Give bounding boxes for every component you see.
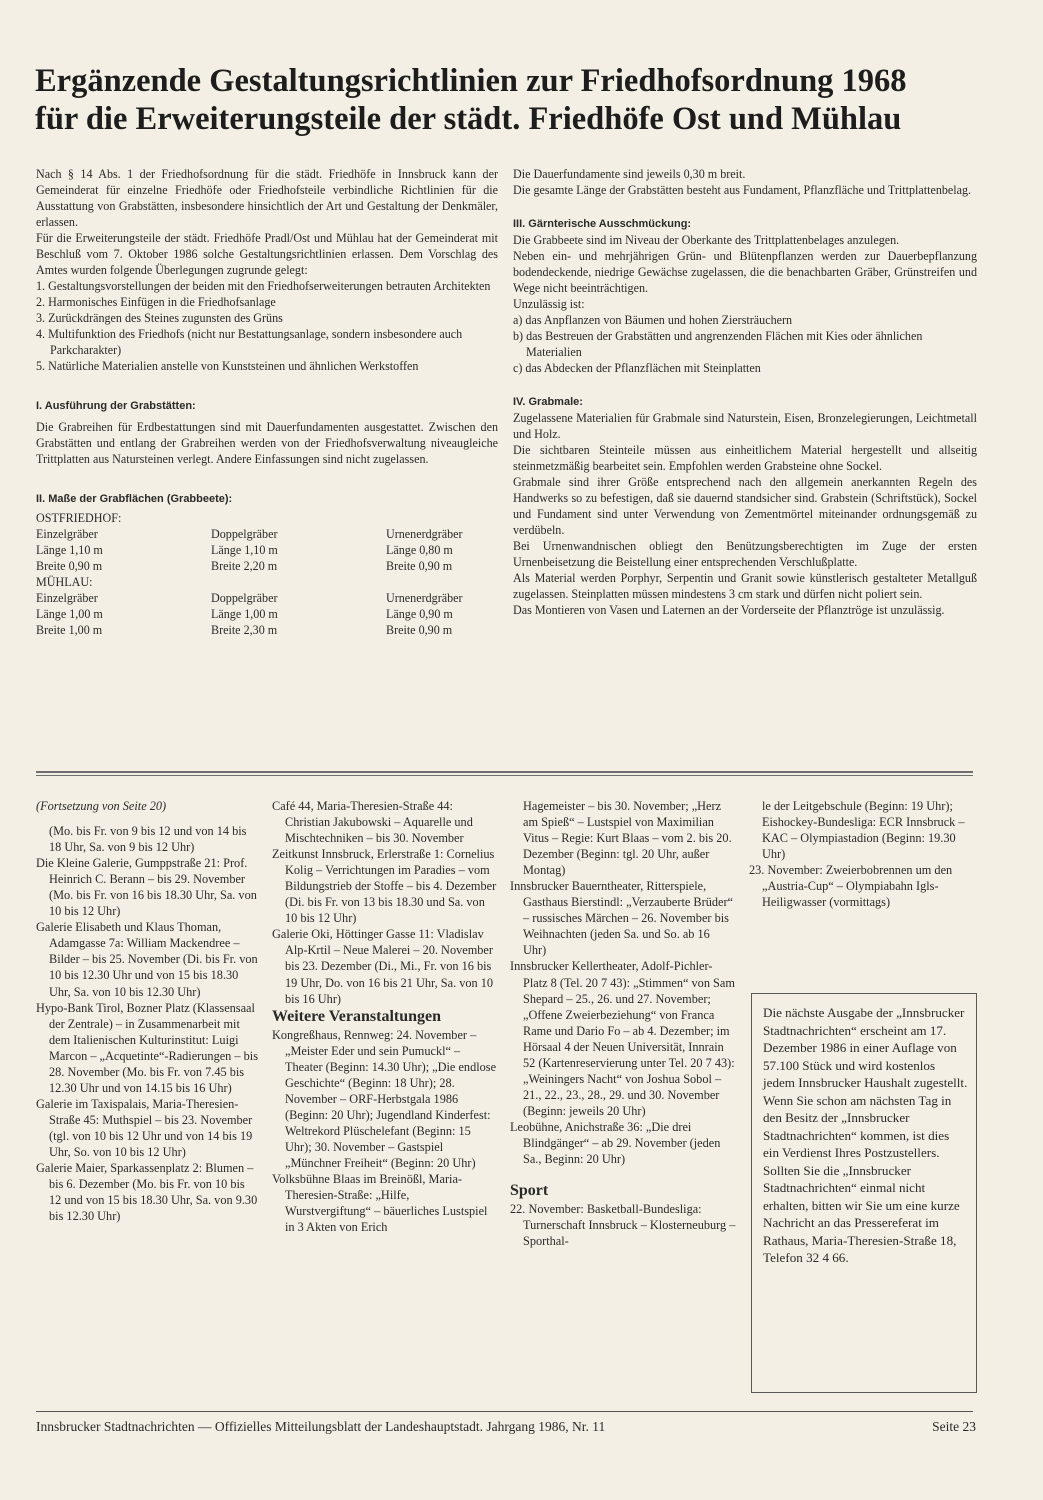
table-row [36, 526, 498, 542]
table-row [36, 606, 498, 622]
intro-paragraph: Nach § 14 Abs. 1 der Friedhofsordnung für die städt. Friedhöfe in Innsbruck kann der Gemeinderat für einzelne Friedhöfe oder Friedhofsteile verbindliche Richtlinien für die Ausstattung von Grabstätten, insbesondere hinsichtlich der Art und Gestaltung der Denkmäler, erlassen. [36, 167, 498, 229]
events-column-2 [272, 798, 498, 1235]
table-cell: Länge 0,90 m [386, 607, 453, 621]
event-entry: Die Kleine Galerie, Gumppstraße 21: Prof. Heinrich C. Berann – bis 29. November (Mo. bis Fr. von 16 bis 18.30 Uhr, Sa. von 10 bis 12 Uhr) [36, 856, 257, 919]
table-cell: Breite 0,90 m [36, 559, 103, 573]
event-entry: 23. November: Zweierbobrennen um den „Austria-Cup“ – Olympiabahn Igls-Heiligwasser (vormittags) [749, 863, 953, 910]
next-issue-notice [751, 993, 977, 1393]
section-heading-1: I. Ausführung der Grabstätten: [36, 400, 196, 412]
table-cell: Breite 2,20 m [211, 559, 278, 573]
table-cell: Breite 0,90 m [386, 559, 453, 573]
publication-line: Innsbrucker Stadtnachrichten — Offizielles Mitteilungsblatt der Landeshauptstadt. Jahrgang 1986, Nr. 11 [36, 1419, 606, 1434]
paragraph: Zugelassene Materialien für Grabmale sind Naturstein, Eisen, Bronzelegierungen, Leichtmetall und Holz. [513, 411, 977, 441]
prohibited-list [513, 312, 977, 376]
table-cell: Urnenerdgräber [386, 591, 463, 605]
list-item: 5. Natürliche Materialien anstelle von Kunststeinen und ähnlichen Werkstoffen [36, 359, 419, 373]
title-line-1: Ergänzende Gestaltungsrichtlinien zur Friedhofsordnung 1968 [35, 63, 907, 99]
table-cell: Breite 2,30 m [211, 623, 278, 637]
considerations-list [36, 278, 498, 374]
list-item: 1. Gestaltungsvorstellungen der beiden mit den Friedhofserweiterungen betrauten Architekten [36, 279, 491, 293]
event-entry: Galerie Elisabeth und Klaus Thoman, Adamgasse 7a: William Mackendree – Bilder – bis 25. November (Di. bis Fr. von 10 bis 12.30 Uhr und von 15 bis 18.30 Uhr, Sa. von 10 bis 12.30 Uhr) [36, 920, 258, 999]
events-column-4 [749, 798, 976, 910]
list-item: 4. Multifunktion des Friedhofs (nicht nur Bestattungsanlage, sondern insbesondere auch Parkcharakter) [36, 327, 463, 357]
footer-rule [36, 1411, 973, 1412]
paragraph: Grabmale sind ihrer Größe entsprechend nach den allgemein anerkannten Regeln des Handwerks so zu befestigen, daß sie dauernd standsicher sind. Grabstein (Schriftstück), Sockel und Fundament sind unter Verwendung von Zementmörtel miteinander ordnungsgemäß zu verdübeln. [513, 475, 977, 537]
event-entry: le der Leitgebschule (Beginn: 19 Uhr); Eishockey-Bundesliga: ECR Innsbruck – KAC – Olympiastadion (Beginn: 19.30 Uhr) [762, 799, 965, 862]
table-cell: Einzelgräber [36, 527, 98, 541]
continued-note: (Fortsetzung von Seite 20) [36, 799, 167, 813]
section-1-text: Die Grabreihen für Erdbestattungen sind mit Dauerfundamenten ausgestattet. Zwischen den Grabstätten und entlang der Grabreihen werden von der Friedhofsverwaltung niveaugleiche Trittplatten aus Natursteinen verlegt. Andere Einfassungen sind nicht zugelassen. [36, 420, 498, 466]
table-cell: Urnenerdgräber [386, 527, 463, 541]
table-row [36, 622, 498, 638]
event-entry: Galerie Maier, Sparkassenplatz 2: Blumen – bis 6. Dezember (Mo. bis Fr. von 10 bis 12 und von 15 bis 18.30 Uhr, Sa. von 9.30 bis 12.30 Uhr) [36, 1161, 258, 1224]
page-number: Seite 23 [932, 1419, 976, 1434]
section-heading-sport: Sport [510, 1182, 549, 1200]
paragraph: Bei Urnenwandnischen obliegt den Benützungsberechtigten im Zuge der ersten Urnenbeisetzung die Beistellung einer entsprechenden Verschlußplatte. [513, 539, 977, 569]
event-entry: Innsbrucker Kellertheater, Adolf-Pichler-Platz 8 (Tel. 20 7 43): „Stimmen“ von Sam Shepard – 25., 26. und 27. November; „Offene Zweierbeziehung“ von Franca Rame und Dario Fo – ab 4. Dezember; im Hörsaal 4 der Neuen Universität, Innrain 52 (Kartenreservierung unter Tel. 20 7 43): „Weiningers Nacht“ von Joshua Sobol – 21., 22., 23., 28., 29. und 30. November (Beginn: jeweils 20 Uhr) [510, 959, 735, 1118]
section-heading-3: III. Gärnterische Ausschmückung: [513, 218, 692, 230]
paragraph: Die Grabbeete sind im Niveau der Oberkante des Trittplattenbelages anzulegen. [513, 233, 900, 247]
list-item: 3. Zurückdrängen des Steines zugunsten des Grüns [36, 311, 283, 325]
divider-rule [36, 775, 973, 776]
event-entry: Zeitkunst Innsbruck, Erlerstraße 1: Cornelius Kolig – Verrichtungen im Paradies – vom Bildungstrieb der Stoffe – bis 4. Dezember (Di. bis Fr. von 13 bis 18.30 und Sa. von 10 bis 12 Uhr) [272, 847, 497, 926]
event-entry: Kongreßhaus, Rennweg: 24. November – „Meister Eder und sein Pumuckl“ – Theater (Beginn: 14.30 Uhr); „Die endlose Geschichte“ (Beginn: 18 Uhr); 28. November – ORF-Herbstgala 1986 (Beginn: 20 Uhr); Jugendland Kinderfest: Weltrekord Plüschelefant (Beginn: 15 Uhr); 30. November – Gastspiel „Münchner Freiheit“ (Beginn: 20 Uhr) [272, 1027, 497, 1170]
ost-dimensions-table [36, 526, 498, 574]
table-cell: Breite 0,90 m [386, 623, 453, 637]
section-heading-2: II. Maße der Grabflächen (Grabbeete): [36, 493, 233, 505]
intro-paragraph: Für die Erweiterungsteile der städt. Friedhöfe Pradl/Ost und Mühlau hat der Gemeinderat mit Beschluß vom 7. Oktober 1986 solche Gestaltungsrichtlinien erlassen. Dem Vorschlag des Amtes wurden folgende Überlegungen zugrunde gelegt: [36, 231, 498, 277]
table-cell: Länge 0,80 m [386, 543, 453, 557]
list-item: a) das Anpflanzen von Bäumen und hohen Ziersträuchern [513, 313, 793, 327]
event-entry: Hagemeister – bis 30. November; „Herz am Spieß“ – Lustspiel von Maximilian Vitus – Regie: Kurt Blaas – vom 2. bis 20. Dezember (Beginn: tgl. 20 Uhr, außer Montag) [523, 799, 732, 878]
table-row [36, 558, 498, 574]
muehlau-dimensions-table [36, 590, 498, 638]
events-column-3 [510, 798, 736, 1249]
event-entry: Galerie Oki, Höttinger Gasse 11: Vladislav Alp-Krtil – Neue Malerei – 20. November bis 23. Dezember (Di., Mi., Fr. von 16 bis 19 Uhr, Do. von 16 bis 21 Uhr, Sa. von 10 bis 16 Uhr) [272, 927, 494, 1006]
event-entry: Galerie im Taxispalais, Maria-Theresien-Straße 45: Muthspiel – bis 23. November (tgl. von 10 bis 12 Uhr und von 14 bis 19 Uhr, So. von 10 bis 12 Uhr) [36, 1096, 253, 1159]
table-cell: Doppelgräber [211, 527, 278, 541]
ost-label: OSTFRIEDHOF: [36, 511, 122, 525]
table-cell: Einzelgräber [36, 591, 98, 605]
event-entry: Volksbühne Blaas im Breinößl, Maria-Theresien-Straße: „Hilfe, Wurstvergiftung“ – bäuerliches Lustspiel in 3 Akten von Erich [272, 1172, 488, 1235]
paragraph: Die sichtbaren Steinteile müssen aus einheitlichem Material hergestellt und allseitig steinmetzmäßig bearbeitet sein. Empfohlen werden Grabsteine ohne Sockel. [513, 443, 977, 473]
muehlau-label: MÜHLAU: [36, 575, 93, 589]
list-item: 2. Harmonisches Einfügen in die Friedhofsanlage [36, 295, 276, 309]
guidelines-right-column [513, 166, 977, 618]
page-footer [36, 1418, 976, 1436]
page-title [35, 62, 1010, 138]
table-cell: Länge 1,10 m [36, 543, 103, 557]
event-entry: Hypo-Bank Tirol, Bozner Platz (Klassensaal der Zentrale) – in Zusammenarbeit mit dem Italienischen Kulturinstitut: Luigi Marcon – „Acquetinte“-Radierungen – bis 28. November (Mo. bis Fr. von 7.45 bis 12.30 Uhr und von 14.15 bis 16 Uhr) [36, 1000, 258, 1095]
table-row [36, 542, 498, 558]
event-entry: 22. November: Basketball-Bundesliga: Turnerschaft Innsbruck – Klosterneuburg – Sporthal- [510, 1202, 736, 1249]
event-entry: Innsbrucker Bauerntheater, Ritterspiele, Gasthaus Bierstindl: „Verzauberte Brüder“ – russisches Märchen – 26. November bis Weihnachten (jeden Sa. und So. ab 16 Uhr) [510, 879, 733, 958]
event-entry: Café 44, Maria-Theresien-Straße 44: Christian Jakubowski – Aquarelle und Mischtechniken – bis 30. November [272, 799, 473, 846]
title-line-2: für die Erweiterungsteile der städt. Friedhöfe Ost und Mühlau [35, 101, 902, 137]
paragraph: Unzulässig ist: [513, 297, 585, 311]
paragraph: Als Material werden Porphyr, Serpentin und Granit sowie künstlerisch gestalteter Metallguß zugelassen. Steinplatten müssen mindestens 3 cm stark und dürfen nicht poliert sein. [513, 571, 977, 601]
paragraph: Die gesamte Länge der Grabstätten besteht aus Fundament, Pflanzfläche und Trittplattenbelag. [513, 183, 972, 197]
notice-text: Die nächste Ausgabe der „Innsbrucker Stadtnachrichten“ erscheint am 17. Dezember 1986 in einer Auflage von 57.100 Stück und wird kostenlos jedem Innsbrucker Haushalt zugestellt. Wenn Sie schon am nächsten Tag in den Besitz der „Innsbrucker Stadtnachrichten“ kommen, ist dies ein Verdienst Ihres Postzustellers. Sollten Sie die „Innsbrucker Stadtnachrichten“ einmal nicht erhalten, bitten wir Sie um eine kurze Nachricht an das Pressereferat im Rathaus, Maria-Theresien-Straße 18, Telefon 32 4 66. [763, 1005, 968, 1265]
list-item: c) das Abdecken der Pflanzflächen mit Steinplatten [513, 361, 761, 375]
paragraph: Die Dauerfundamente sind jeweils 0,30 m breit. [513, 167, 746, 181]
paragraph: Das Montieren von Vasen und Laternen an der Vorderseite der Pflanztröge ist unzulässig. [513, 603, 945, 617]
paragraph: Neben ein- und mehrjährigen Grün- und Blütenpflanzen werden zur Dauerbepflanzung bodendeckende, niedrige Gewächse zugelassen, die die benachbarten Gräber, Grünstreifen und Wege nicht beeinträchtigen. [513, 249, 977, 295]
list-item: b) das Bestreuen der Grabstätten und angrenzenden Flächen mit Kies oder ähnlichen Materialien [513, 329, 923, 359]
table-row [36, 590, 498, 606]
table-cell: Breite 1,00 m [36, 623, 103, 637]
divider-rule [36, 771, 973, 773]
table-cell: Länge 1,00 m [36, 607, 103, 621]
section-heading-events: Weitere Veranstaltungen [272, 1007, 442, 1025]
guidelines-left-column [36, 166, 498, 638]
event-entry: (Mo. bis Fr. von 9 bis 12 und von 14 bis 18 Uhr, Sa. von 9 bis 12 Uhr) [49, 824, 247, 855]
table-cell: Länge 1,10 m [211, 543, 278, 557]
table-cell: Doppelgräber [211, 591, 278, 605]
event-entry: Leobühne, Anichstraße 36: „Die drei Blindgänger“ – ab 29. November (jeden Sa., Beginn: 20 Uhr) [510, 1119, 721, 1167]
section-heading-4: IV. Grabmale: [513, 396, 583, 408]
events-column-1 [36, 798, 258, 1224]
table-cell: Länge 1,00 m [211, 607, 278, 621]
